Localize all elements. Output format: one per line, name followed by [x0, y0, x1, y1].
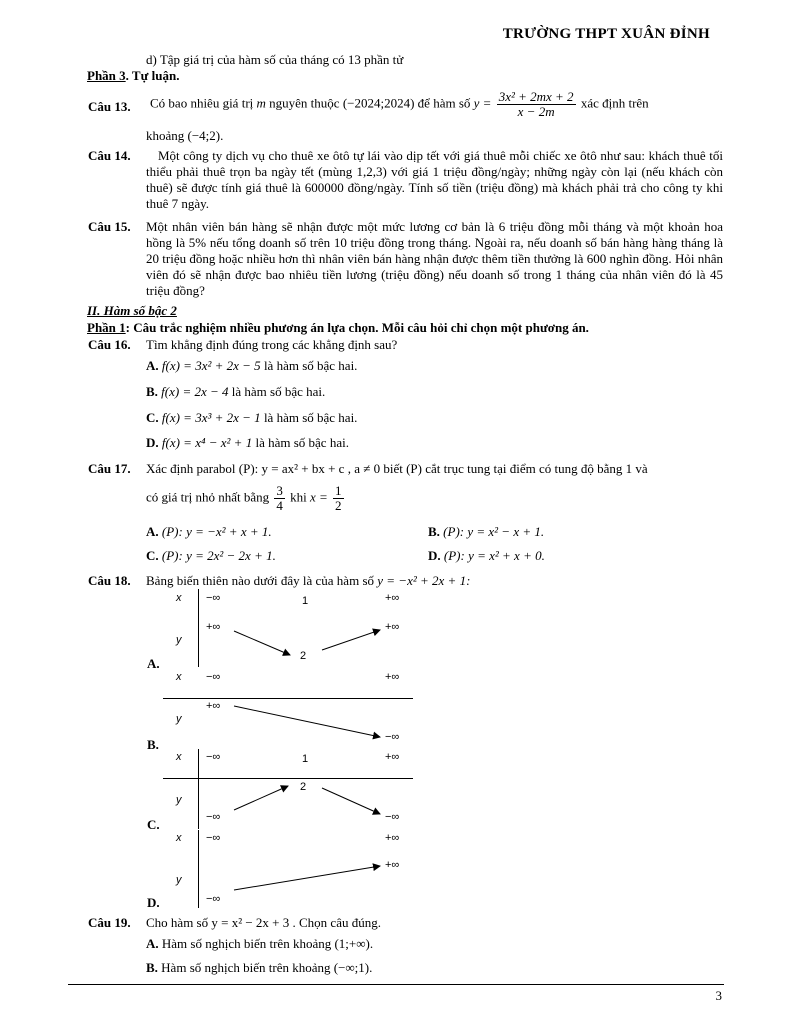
table-c-x1: −∞	[206, 751, 221, 763]
previous-answer-line: d) Tập giá trị của hàm số của tháng có 13 phần tử	[146, 52, 404, 67]
question-17-label: Câu 17.	[88, 461, 131, 476]
table-b-hline	[163, 698, 413, 699]
table-b-y3: −∞	[385, 731, 400, 743]
q17-option-a: A. (P): y = −x² + x + 1.	[146, 524, 272, 539]
table-a-x3: +∞	[385, 592, 400, 604]
question-19-text: Cho hàm số y = x² − 2x + 3 . Chọn câu đúng.	[146, 915, 381, 930]
arrow-a2	[322, 630, 380, 650]
table-a-y3: +∞	[385, 621, 400, 633]
part1-title: Phần 1: Câu trắc nghiệm nhiều phương án lựa chọn. Mỗi câu hỏi chỉ chọn một phương án.	[87, 320, 589, 335]
question-13-label: Câu 13.	[88, 99, 131, 114]
table-d-x1: −∞	[206, 832, 221, 844]
table-b-x3: +∞	[385, 671, 400, 683]
table-c-hline	[163, 778, 413, 779]
q17-option-b: B. (P): y = x² − x + 1.	[428, 524, 545, 539]
page-number: 3	[715, 988, 722, 1003]
question-13-line2: khoảng (−4;2).	[146, 128, 224, 143]
table-c-label: C.	[147, 817, 160, 832]
table-b-x1: −∞	[206, 671, 221, 683]
table-d-y-label: y	[176, 874, 182, 886]
table-c-x-label: x	[176, 751, 182, 763]
question-13-text: Có bao nhiêu giá trị m nguyên thuộc (−2024;2024) để hàm số y = $\frac{\text{3x² + 2mx + 2}}{x - 2m}$ xác định trên	[150, 89, 649, 119]
table-a-y-label: y	[176, 634, 182, 646]
table-a-y2: 2	[300, 650, 307, 662]
question-19-label: Câu 19.	[88, 915, 131, 930]
part3-title: Phần 3. Tự luận.	[87, 68, 180, 83]
table-d-y1: −∞	[206, 893, 221, 905]
table-d-label: D.	[147, 895, 160, 910]
question-18-label: Câu 18.	[88, 573, 131, 588]
section-2-title: II. Hàm số bậc 2	[87, 303, 177, 318]
question-16-text: Tìm khẳng định đúng trong các khẳng định sau?	[146, 337, 398, 352]
table-a-y1: +∞	[206, 621, 221, 633]
table-c-y1: −∞	[206, 811, 221, 823]
table-b-label: B.	[147, 737, 159, 752]
q16-option-c: C. f(x) = 3x³ + 2x − 1 là hàm số bậc hai.	[146, 410, 358, 425]
table-c-x2: 1	[302, 753, 309, 765]
question-15-label: Câu 15.	[88, 219, 131, 234]
q19-option-a: A. Hàm số nghịch biến trên khoảng (1;+∞).	[146, 936, 374, 951]
table-c-y-label: y	[176, 794, 182, 806]
question-14-label: Câu 14.	[88, 148, 131, 163]
question-18-text: Bảng biến thiên nào dưới đây là của hàm số y = −x² + 2x + 1:	[146, 573, 471, 588]
q17-option-d: D. (P): y = x² + x + 0.	[428, 548, 545, 563]
arrow-d1	[234, 866, 380, 890]
table-c-divider	[198, 749, 199, 829]
table-a-x2: 1	[302, 595, 309, 607]
q16-option-d: D. f(x) = x⁴ − x² + 1 là hàm số bậc hai.	[146, 435, 349, 450]
arrow-c2	[322, 788, 380, 814]
table-b-x-label: x	[176, 671, 182, 683]
table-c-x3: +∞	[385, 751, 400, 763]
table-c-y3: −∞	[385, 811, 400, 823]
table-a-label: A.	[147, 656, 160, 671]
table-d-x3: +∞	[385, 832, 400, 844]
school-header: TRƯỜNG THPT XUÂN ĐỈNH	[502, 26, 710, 42]
question-16-label: Câu 16.	[88, 337, 131, 352]
table-d-x-label: x	[176, 832, 182, 844]
arrow-c1	[234, 786, 288, 810]
question-14-text: Một công ty dịch vụ cho thuê xe ôtô tự lái vào dịp tết với giá thuê mỗi chiếc xe ôtô như sau: khách thuê tối thiểu phải thuê trọn ba ngày tết (mùng 1,2,3) với giá 1 triệu đồng/ngày; những ngày còn lại (nếu khách còn thuê) sẽ được tính giá thuê là 600000 đồng/ngày. Tính số tiền (triệu đồng) mà khách phải trả cho công ty khi thuê 7 ngày.	[146, 148, 723, 211]
question-15-text: Một nhân viên bán hàng sẽ nhận được một mức lương cơ bản là 6 triệu đồng mỗi tháng và một khoản hoa hồng là 5% nếu tổng doanh số trên 10 triệu đồng trong tháng. Ngoài ra, nếu doanh số bán hàng hàng tháng là 20 triệu đồng hoặc nhiều hơn thì nhân viên bán hàng nhận được thêm tiền thưởng là 600 nghìn đồng. Hỏi nhân viên đó sẽ nhận được bao nhiêu tiền lương (triệu đồng) nếu doanh số trong 1 tháng của nhân viên đó là 45 triệu đồng?	[146, 219, 723, 298]
q19-option-b: B. Hàm số nghịch biến trên khoảng (−∞;1).	[146, 960, 373, 975]
table-d-y3: +∞	[385, 859, 400, 871]
q16-option-b: B. f(x) = 2x − 4 là hàm số bậc hai.	[146, 384, 326, 399]
table-d-divider	[198, 830, 199, 908]
q17-option-c: C. (P): y = 2x² − 2x + 1.	[146, 548, 276, 563]
q16-option-a: A. f(x) = 3x² + 2x − 5 là hàm số bậc hai.	[146, 358, 358, 373]
table-b-y1: +∞	[206, 700, 221, 712]
arrow-a1	[234, 631, 290, 655]
question-17-line2: có giá trị nhỏ nhất bằng $\frac{3}{4}$ khi x = $\frac{1}{2}$	[146, 483, 342, 513]
q13-fraction: $\frac{\text{3x² + 2mx + 2}}{x - 2m}$	[498, 89, 574, 119]
arrow-b1	[234, 706, 380, 737]
table-a-x1: −∞	[206, 592, 221, 604]
footer-divider	[68, 984, 724, 985]
table-b-y-label: y	[176, 713, 182, 725]
table-a-divider	[198, 589, 199, 667]
question-17-line1: Xác định parabol (P): y = ax² + bx + c , a ≠ 0 biết (P) cắt trục tung tại điểm có tung độ bằng 1 và	[146, 461, 648, 476]
table-a-x-label: x	[176, 592, 182, 604]
table-c-y2: 2	[300, 781, 307, 793]
